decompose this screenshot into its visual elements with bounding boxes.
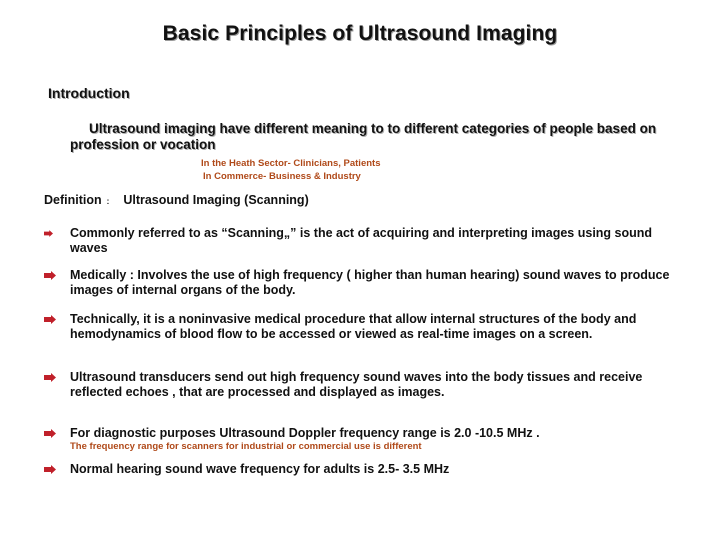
bullet-note: The frequency range for scanners for industrial or commercial use is different xyxy=(70,440,422,452)
arrow-bullet-icon xyxy=(44,315,56,324)
bullet-text: Technically, it is a noninvasive medical procedure that allow internal structures of the body and hemodynamics of blood flow to be accessed or viewed as real-time images on a screen. xyxy=(70,312,637,341)
definition-label: Definition xyxy=(44,193,102,207)
arrow-bullet-icon xyxy=(44,429,56,438)
arrow-bullet-icon xyxy=(44,271,56,280)
definition-line xyxy=(44,193,309,207)
bullet-text-block xyxy=(70,426,670,453)
arrow-bullet-icon xyxy=(44,373,56,382)
definition-colon: : xyxy=(106,197,110,206)
arrow-bullet-icon xyxy=(44,465,56,474)
bullet-text: Ultrasound transducers send out high frequency sound waves into the body tissues and receive reflected echoes , that are processed and displayed as images. xyxy=(70,370,643,399)
definition-term: Ultrasound Imaging (Scanning) xyxy=(123,193,309,207)
bullet-text: Medically : Involves the use of high frequency ( higher than human hearing) sound waves to produce images of internal organs of the body. xyxy=(70,268,670,297)
slide-title: Basic Principles of Ultrasound Imaging xyxy=(162,22,558,45)
sector-health: In the Heath Sector- Clinicians, Patients xyxy=(201,158,381,169)
bullet-text: Normal hearing sound wave frequency for adults is 2.5- 3.5 MHz xyxy=(70,462,450,476)
arrow-bullet-icon xyxy=(44,230,53,237)
introduction-text: Ultrasound imaging have different meaning to to different categories of people based on profession or vocation xyxy=(70,121,657,152)
introduction-heading: Introduction xyxy=(48,85,130,101)
bullet-text: For diagnostic purposes Ultrasound Doppler frequency range is 2.0 -10.5 MHz . xyxy=(70,426,540,440)
bullet-text: Commonly referred to as “Scanning„” is the act of acquiring and interpreting images using sound waves xyxy=(70,226,653,255)
sector-commerce: In Commerce- Business & Industry xyxy=(203,171,361,182)
